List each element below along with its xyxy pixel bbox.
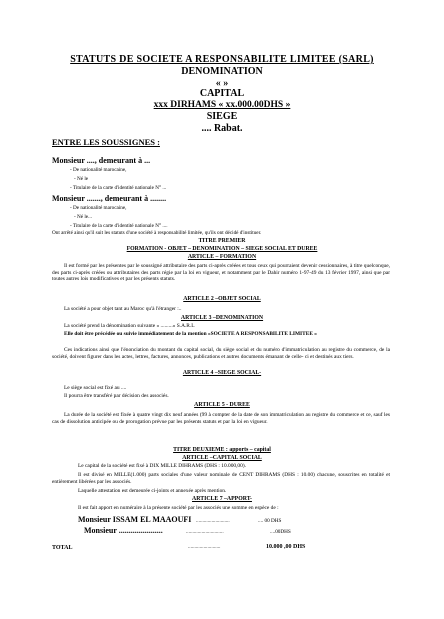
person2-birth: - Né le... <box>74 214 93 220</box>
article-4-heading: ARTICLE 4 –SIEGE SOCIAL- <box>182 370 262 376</box>
article-5-text: La durée de la société est fixée à quatre vingt dix neuf années (99 à compter de la date de son immatriculation au registre du commerce et ce, sauf les cas de dissolution anticipée ou de prorogation prévue par les présents statuts et par la loi en vigueur. <box>52 412 390 425</box>
soussignes-heading: ENTRE LES SOUSSIGNES : <box>52 137 160 147</box>
siege-value: .... Rabat. <box>201 123 243 134</box>
person1-id: - Titulaire de la carte d'identité nationale N° ... <box>70 185 167 191</box>
apport-1-name: Monsieur ISSAM EL MAAOUFI <box>78 515 192 524</box>
article-1-heading: ARTICLE – FORMATION <box>187 254 257 260</box>
total-dots: ......................... <box>188 544 221 550</box>
person1-nationality: - De nationalité marocaine, <box>70 167 127 173</box>
titre-premier-subheading: FORMATION - OBJET – DENOMINATION – SIEGE SOCIAL ET DUREE <box>126 246 318 252</box>
article-7-text: Il est fait apport en numéraire à la présente société par les associés une somme en espèce de : <box>78 505 279 511</box>
article-6-line1: Le capital de la société est fixé à DIX MILLE DIHRAMS (DHS : 10.000,00). <box>78 463 246 469</box>
article-2-heading: ARTICLE 2 –OBJET SOCIAL <box>183 296 261 302</box>
article-4-line2: Il pourra être transféré par décision des associés. <box>64 393 169 399</box>
article-7-heading: ARTICLE 7 –APPORT- <box>192 496 252 502</box>
article-6-line3: Laquelle attestation est demeurée ci-joints et annexée après mention. <box>78 488 227 494</box>
siege-heading: SIEGE <box>206 111 238 122</box>
article-3-line1: La société prend la dénomination suivante « .........» S.A.R.L <box>64 323 195 329</box>
article-6-line2: Il est divisé en MILLE(1.000) parts sociales d'une valeur nominale de CENT DIHRAMS (DHS : 10.00) chacune, souscrites en totalité et entièrement libérées par les associés. <box>52 472 390 485</box>
article-5-heading: ARTICLE 5 - DUREE <box>194 402 250 408</box>
capital-heading: CAPITAL <box>199 88 245 99</box>
person2-nationality: - De nationalité marocaine, <box>70 205 127 211</box>
person1-birth: - Né le <box>74 176 89 182</box>
person2-id: - Titulaire de la carte d'identité nationale N° .... <box>70 223 168 229</box>
article-3-line3: Ces indications ainsi que l'énonciation du montant du capital social, du siège social et du numéro d'immatriculation au registre du commerce, de la société, doivent figurer dans les actes, lettres, factures, annonces, publications et autres documents émanant de celle- ci et destinés aux tiers. <box>52 347 390 360</box>
apport-1-amount: .... 00 DHS <box>258 518 282 524</box>
document-title: STATUTS DE SOCIETE A RESPONSABILITE LIMITEE (SARL) <box>70 54 374 65</box>
article-2-text: La société a pour objet tant au Maroc qu'à l'étranger :.. <box>64 306 182 312</box>
total-amount: 10.000 ,00 DHS <box>266 544 306 550</box>
article-6-heading: ARTICLE –CAPITAL SOCIAL <box>182 455 262 461</box>
article-1-text: Il est formé par les présentes par le soussigné attributaire des parts ci-après créées et tous ceux qui pourraient devenir cessionnaires, à titre quelconque, des parts ci-après créées ou attributaires des parts régie par la loi en vigueur, et notamment par le Dahir numéro 1-97-49 du 13 février 1997, ainsi que par toutes autres lois modificatives et par les présents statuts. <box>52 263 390 283</box>
titre-premier-heading: TITRE PREMIER <box>198 238 246 244</box>
article-3-line2: Elle doit être précédée ou suivie immédiatement de la mention «SOCIETE A RESPONSABILITE LIMITEE » <box>64 331 317 337</box>
person2-name: Monsieur ......., demeurant à ........ <box>52 194 167 203</box>
titre-deuxieme-heading: TITRE DEUXIEME : apports – capital <box>173 447 271 453</box>
apport-2-dots: ............................. <box>186 529 224 535</box>
apport-2-name: Monsieur ...................... <box>84 526 163 535</box>
apport-2-amount: ....00DHS <box>270 529 291 535</box>
capital-value: xxx DIRHAMS « xx.000.00DHS » <box>153 100 291 110</box>
denomination-heading: DENOMINATION <box>181 66 263 77</box>
article-3-heading: ARTICLE 3 –DENOMINATION <box>180 315 264 321</box>
article-4-line1: Le siège social est fixé au .... <box>64 385 127 391</box>
total-label: TOTAL <box>52 545 73 551</box>
apport-1-dots: .......................... <box>196 518 230 524</box>
soussignes-closing: Ont arrêté ainsi qu'il suit les statuts d'une société à responsabilité limitée, qu'ils ont décidé d'instituer. <box>52 230 262 236</box>
person1-name: Monsieur ...., demeurant à ... <box>52 156 151 165</box>
denomination-value: « » <box>215 78 229 89</box>
